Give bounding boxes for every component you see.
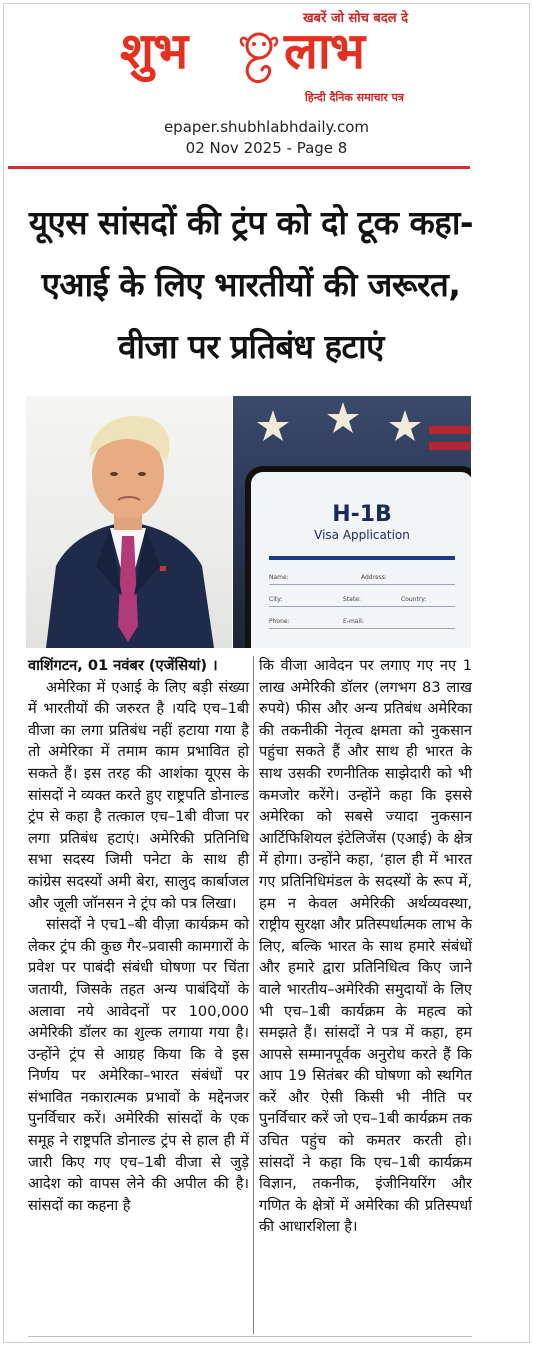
form-label-email: E-mail: — [343, 618, 364, 625]
h1b-title: H-1B — [332, 502, 392, 527]
form-label-city: City: — [269, 596, 283, 603]
site-url[interactable]: epaper.shubhlabhdaily.com — [163, 118, 370, 136]
article-paragraph: कि वीजा आवेदन पर लगाए गए नए 1 लाख अमेरिकी डॉलर (लगभग 83 लाख रुपये) फीस और अन्य प्रतिबंध अमेरिका की तकनीकी नेतृत्व क्षमता को नुकसान पहुंचा सकते हैं और साथ ही भारत के साथ उसकी रणनीतिक साझेदारी को भी कमजोर करेंगे। उन्होंने कहा कि इससे अमेरिका को सबसे ज्यादा नुकसान आर्टिफिशियल इंटेलिजेंस (एआई) के क्षेत्र में होगा। उन्होंने कहा, ‘हाल ही में भारत गए प्रतिनिधिमंडल के सदस्यों के रूप में, हम न केवल अमेरिकी अर्थव्यवस्था, राष्ट्रीय सुरक्षा और प्रतिस्पर्धात्मक लाभ के लिए, बल्कि भारत के साथ हमारे संबंधों और हमारे द्वारा प्रतिनिधित्व किए जाने वाले भारतीय–अमेरिकी समुदायों के लिए भी एच–1बी कार्यक्रम के महत्व को समझते हैं। सांसदों ने पत्र में कहा, हम आपसे सम्मानपूर्वक अनुरोध करते हैं कि आप 19 सितंबर की घोषणा को स्थगित करें और ऐसी किसी भी नीति पर पुनर्विचार करें जो एच–1बी कार्यक्रम तक उचित पहुंच को कमतर करती हो। सांसदों ने कहा कि एच–1बी कार्यक्रम विज्ञान, तकनीक, इंजीनियरिंग और गणित के क्षेत्रों में अमेरिका की प्रतिस्पर्धा की आधारशिला है। — [259, 657, 472, 1236]
flag-stars-background — [233, 396, 471, 466]
article-paragraph: सांसदों ने एच1–बी वीज़ा कार्यक्रम को लेकर ट्रंप की कुछ गैर–प्रवासी कामगारों के प्रवेश पर पाबंदी संबंधी घोषणा पर चिंता जतायी, जिसके तहत अन्य पाबंदियों के अलावा नये आवेदनों पर 100,000 अमेरिकी डॉलर का शुल्क लगाया गया है। उन्होंने ट्रंप से आग्रह किया कि वे इस निर्णय पर अमेरिका–भारत संबंधों पर संभावित नकारात्मक प्रभावों के मद्देनजर पुनर्विचार करें। अमेरिकी सांसदों के एक समूह ने राष्ट्रपति डोनाल्ड ट्रंप से हाल ही में जारी किए गए एच–1बी वीजा से जुड़े आदेश को वापस लेने की अपील की है। सांसदों का कहना है — [28, 916, 249, 1214]
form-line — [269, 584, 455, 585]
form-line — [269, 628, 455, 629]
column-divider — [253, 656, 254, 1334]
portrait-photo — [26, 396, 232, 648]
h1b-subtitle: Visa Application — [314, 528, 410, 542]
masthead-subtitle: हिन्दी दैनिक समाचार पत्र — [304, 91, 404, 104]
logo-word-right: लाभ — [284, 22, 364, 80]
article-column-left — [28, 655, 249, 1216]
masthead — [118, 4, 418, 112]
ganesha-emblem-icon — [236, 30, 282, 86]
logo-word-left: शुभ — [120, 22, 188, 80]
edition-date-page: 02 Nov 2025 - Page 8 — [185, 139, 348, 157]
header-divider — [8, 166, 470, 169]
form-label-country: Country: — [401, 596, 427, 603]
article-paragraph: अमेरिका में एआई के लिए बड़ी संख्या में भारतीयों की जरुरत है ।यदि एच–1बी वीजा का लगा प्रतिबंध नहीं हटाया गया है तो अमेरिका में तमाम काम प्रभावित हो सकते हैं। इस तरह की आशंका यूएस के सांसदों ने व्यक्त करते हुए राष्ट्रपति डोनाल्ड ट्रंप से कहा है तत्काल एच–1बी वीजा पर लगा प्रतिबंध हटाएं। अमेरिकी प्रतिनिधि सभा सदस्य जिमी पनेटा के साथ ही कांग्रेस सदस्यों अमी बेरा, सालुद कार्बाजल और जूली जॉनसन ने ट्रंप को पत्र लिखा। — [28, 678, 249, 912]
form-label-state: State: — [343, 596, 361, 603]
form-label-name: Name: — [269, 574, 289, 581]
form-label-address: Address: — [361, 574, 387, 581]
article-column-right — [259, 655, 472, 1238]
form-line — [269, 606, 455, 607]
article-headline: यूएस सांसदों की ट्रंप को दो टूक कहा- एआई के लिए भारतीयों की जरूरत, वीजा पर प्रतिबंध हटाएं — [28, 203, 474, 366]
portrait-illustration — [26, 396, 232, 648]
footer-divider — [28, 1336, 472, 1337]
form-label-phone: Phone: — [269, 618, 290, 625]
phone-screen — [245, 466, 471, 648]
h1b-visa-photo — [233, 396, 471, 648]
visa-form — [269, 556, 455, 648]
masthead-tagline: खबरें जो सोच बदल दे — [303, 11, 408, 26]
article-dateline: वाशिंगटन, 01 नवंबर (एजेंसियां) । — [28, 657, 218, 674]
